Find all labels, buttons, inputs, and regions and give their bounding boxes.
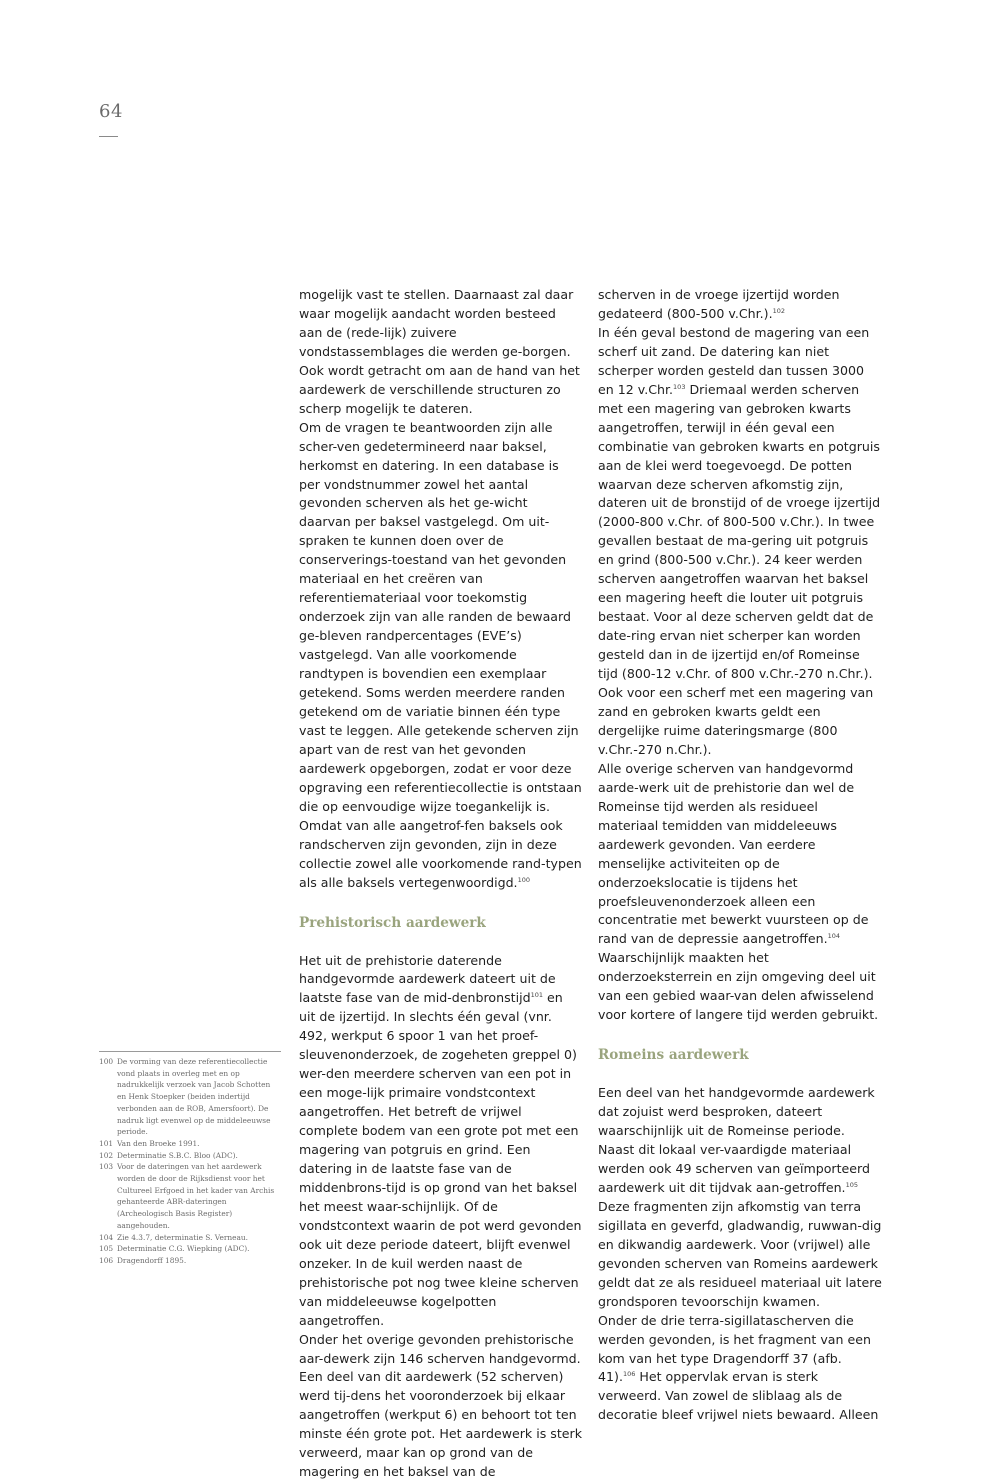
footnotes — [99, 1056, 281, 1267]
paragraph-text: In één geval bestond de magering van een scherf uit zand. De datering kan niet scherper worden gesteld dan tussen 3000 en 12 v.Chr. — [598, 324, 870, 397]
footnote-number: 102 — [99, 1150, 114, 1160]
paragraph — [299, 952, 583, 1331]
footnote-divider — [99, 1051, 281, 1052]
paragraph-text: Alle overige scherven van handgevormd aarde-werk uit de prehistorie dan wel de Romeinse tijd werden als residueel materiaal temidden van middeleeuws aardewerk gevonden. Van eerdere menselijke activiteiten op de onderzoekslocatie is tijdens het proefsleuvenonderzoek alleen een concentratie met bewerkt vuursteen op de rand van de depressie aangetroffen. — [598, 760, 869, 947]
footnote-text: Determinatie C.G. Wiepking (ADC). — [117, 1244, 250, 1254]
footnote-ref[interactable]: 105 — [845, 1180, 858, 1189]
paragraph-text: Het oppervlak ervan is sterk verweerd. Van zowel de sliblaag als de decoratie bleef vrijwel niets bewaard. Alleen — [598, 1369, 879, 1423]
paragraph: Onder het overige gevonden prehistorische aar-dewerk zijn 146 scherven handgevormd. Een deel van dit aardewerk (52 scherven) werd tij-dens het vooronderzoek bij elkaar aangetroffen (werkput 6) en behoort tot ten minste één grote pot. Het aardewerk is sterk verweerd, maar kan op grond van de magering en het baksel van de — [299, 1331, 583, 1480]
paragraph — [598, 286, 882, 324]
footnote-ref[interactable]: 106 — [622, 1370, 636, 1379]
paragraph-text: scherven in de vroege ijzertijd worden gedateerd (800-500 v.Chr.). — [598, 287, 840, 321]
footnote-number: 105 — [99, 1244, 114, 1254]
footnote — [99, 1056, 281, 1138]
footnote — [99, 1255, 281, 1267]
footnote-ref[interactable]: 100 — [517, 875, 530, 884]
paragraph-text: Onder de drie terra-sigillatascherven die werden gevonden, is het fragment van een kom van het type Dragendorff 37 (afb. 41). — [598, 1312, 871, 1385]
paragraph-text: Het uit de prehistorie daterende handgevormde aardewerk dateert uit de laatste fase van de mid-denbronstijd — [299, 952, 556, 1006]
paragraph — [299, 419, 583, 893]
footnote-number: 103 — [99, 1162, 114, 1172]
paragraph — [598, 1084, 882, 1311]
paragraph — [598, 1312, 882, 1426]
paragraph-text: Driemaal werden scherven met een magering van gebroken kwarts aangetroffen, terwijl in één geval een combinatie van gebroken kwarts en potgruis aan de klei werd toegevoegd. De potten waarvan deze scherven afkomstig zijn, dateren uit de bronstijd of de vroege ijzertijd (2000-800 v.Chr. of 800-500 v.Chr.). In twee gevallen bestaat de ma-gering uit potgruis en grind (800-500 v.Chr.). 24 keer werden scherven aangetroffen waarvan het baksel een magering heeft die louter uit potgruis bestaat. Voor al deze scherven geldt dat de date-ring ervan niet scherper kan worden gesteld dan in de ijzertijd en/of Romeinse tijd (800-12 v.Chr. of 800 v.Chr.-270 n.Chr.). Ook voor een scherf met een magering van zand en gebroken kwarts geldt een dergelijke ruime dateringsmarge (800 v.Chr.-270 n.Chr.). — [598, 381, 881, 757]
footnote-number: 101 — [99, 1138, 114, 1148]
footnote — [99, 1138, 281, 1150]
footnote-text: Determinatie S.B.C. Bloo (ADC). — [117, 1150, 238, 1160]
footnote — [99, 1150, 281, 1162]
paragraph — [598, 760, 882, 950]
paragraph — [598, 324, 882, 760]
footnote-text: Dragendorff 1895. — [117, 1255, 187, 1265]
text-column-right — [598, 286, 882, 1425]
footnote-text: Voor de dateringen van het aardewerk worden de door de Rijksdienst voor het Cultureel Erfgoed in het kader van Archis gehanteerde ABR-dateringen (Archeologisch Basis Register) aangehouden. — [117, 1162, 275, 1230]
paragraph: mogelijk vast te stellen. Daarnaast zal daar waar mogelijk aandacht worden besteed aan de (rede-lijk) zuivere vondstassemblages die werden ge-borgen. Ook wordt getracht om aan de hand van het aardewerk de verschillende structuren zo scherp mogelijk te dateren. — [299, 287, 580, 416]
footnote-ref[interactable]: 104 — [827, 932, 841, 941]
page-number: 64 — [99, 101, 123, 122]
footnote-number: 104 — [99, 1232, 114, 1242]
paragraph-text: Om de vragen te beantwoorden zijn alle scher-ven gedetermineerd naar baksel, herkomst en datering. In een database is per vondstnummer zowel het aantal gevonden scherven als het ge-wicht daarvan per baksel vastgelegd. Om uit-spraken te kunnen doen over de conserverings-toestand van het gevonden materiaal en het creëren van referentiemateriaal voor toekomstig onderzoek zijn van alle randen de bewaard ge-bleven randpercentages (EVE’s) vastgelegd. Van alle voorkomende randtypen is bovendien een exemplaar getekend. Soms werden meerdere randen getekend om de variatie binnen één type vast te leggen. Alle getekende scherven zijn apart van de rest van het gevonden aardewerk opgeborgen, zodat er voor deze opgraving een referentiecollectie is ontstaan die op eenvoudige wijze toegankelijk is. Omdat van alle aangetrof-fen baksels ook randscherven zijn gevonden, zijn in deze collectie zowel alle voorkomende rand-typen als alle baksels vertegenwoordigd. — [299, 419, 582, 890]
footnote-text: Van den Broeke 1991. — [117, 1138, 200, 1148]
footnote-ref[interactable]: 101 — [530, 991, 544, 1000]
section-heading-prehistorisch: Prehistorisch aardewerk — [299, 914, 486, 931]
paragraph-text: Een deel van het handgevormde aardewerk dat zojuist werd besproken, dateert waarschijnlijk uit de Romeinse periode. Naast dit lokaal ver-vaardigde materiaal werden ook 49 scherven van geïmporteerd aardewerk uit dit tijdvak aan-getroffen. — [598, 1085, 875, 1195]
footnote-ref[interactable]: 102 — [772, 306, 785, 315]
section-heading-romeins: Romeins aardewerk — [598, 1047, 749, 1064]
text-column-left — [299, 286, 583, 1482]
footnote-number: 106 — [99, 1255, 114, 1265]
footnote-number: 100 — [99, 1057, 114, 1066]
paragraph-text: Deze fragmenten zijn afkomstig van terra sigillata en geverfd, gladwandig, ruwwan-dig en dikwandig aardewerk. Voor (vrijwel) alle gevonden scherven van Romeins aardewerk geldt dat ze als residueel materiaal uit latere grondsporen tevoorschijn kwamen. — [598, 1198, 882, 1309]
footnote-text: Zie 4.3.7, determinatie S. Verneau. — [117, 1232, 249, 1242]
footnote-ref[interactable]: 103 — [673, 382, 686, 391]
footnote-text: De vorming van deze referentiecollectie vond plaats in overleg met en op nadrukkelijk verzoek van Jacob Schotten en Henk Stoepker (beiden indertijd verbonden aan de ROB, Amersfoort). De nadruk ligt evenwel op de middeleeuwse periode. — [117, 1057, 271, 1137]
footnote — [99, 1161, 281, 1231]
paragraph-text: en uit de ijzertijd. In slechts één geval (vnr. 492, werkput 6 spoor 1 van het proef-sleuvenonderzoek, de zogeheten greppel 0) wer-den meerdere scherven van een pot in een moge-lijk primaire vondstcontext aangetroffen. Het betreft de vrijwel complete bodem van een grote pot met een magering van potgruis en grind. Een datering in de laatste fase van de middenbrons-tijd is op grond van het baksel het meest waar-schijnlijk. Of de vondstcontext waarin de pot werd gevonden ook uit deze periode dateert, blijft evenwel onzeker. In de kuil werden naast de prehistorische pot nog twee kleine scherven van middeleeuwse kogelpotten aangetroffen. — [299, 990, 582, 1328]
paragraph: Waarschijnlijk maakten het onderzoeksterrein en zijn omgeving deel uit van een gebied waar-van delen afwisselend voor kortere of langere tijd werden gebruikt. — [598, 950, 879, 1023]
footnote — [99, 1232, 281, 1244]
page-number-rule — [99, 136, 118, 137]
footnote — [99, 1243, 281, 1255]
